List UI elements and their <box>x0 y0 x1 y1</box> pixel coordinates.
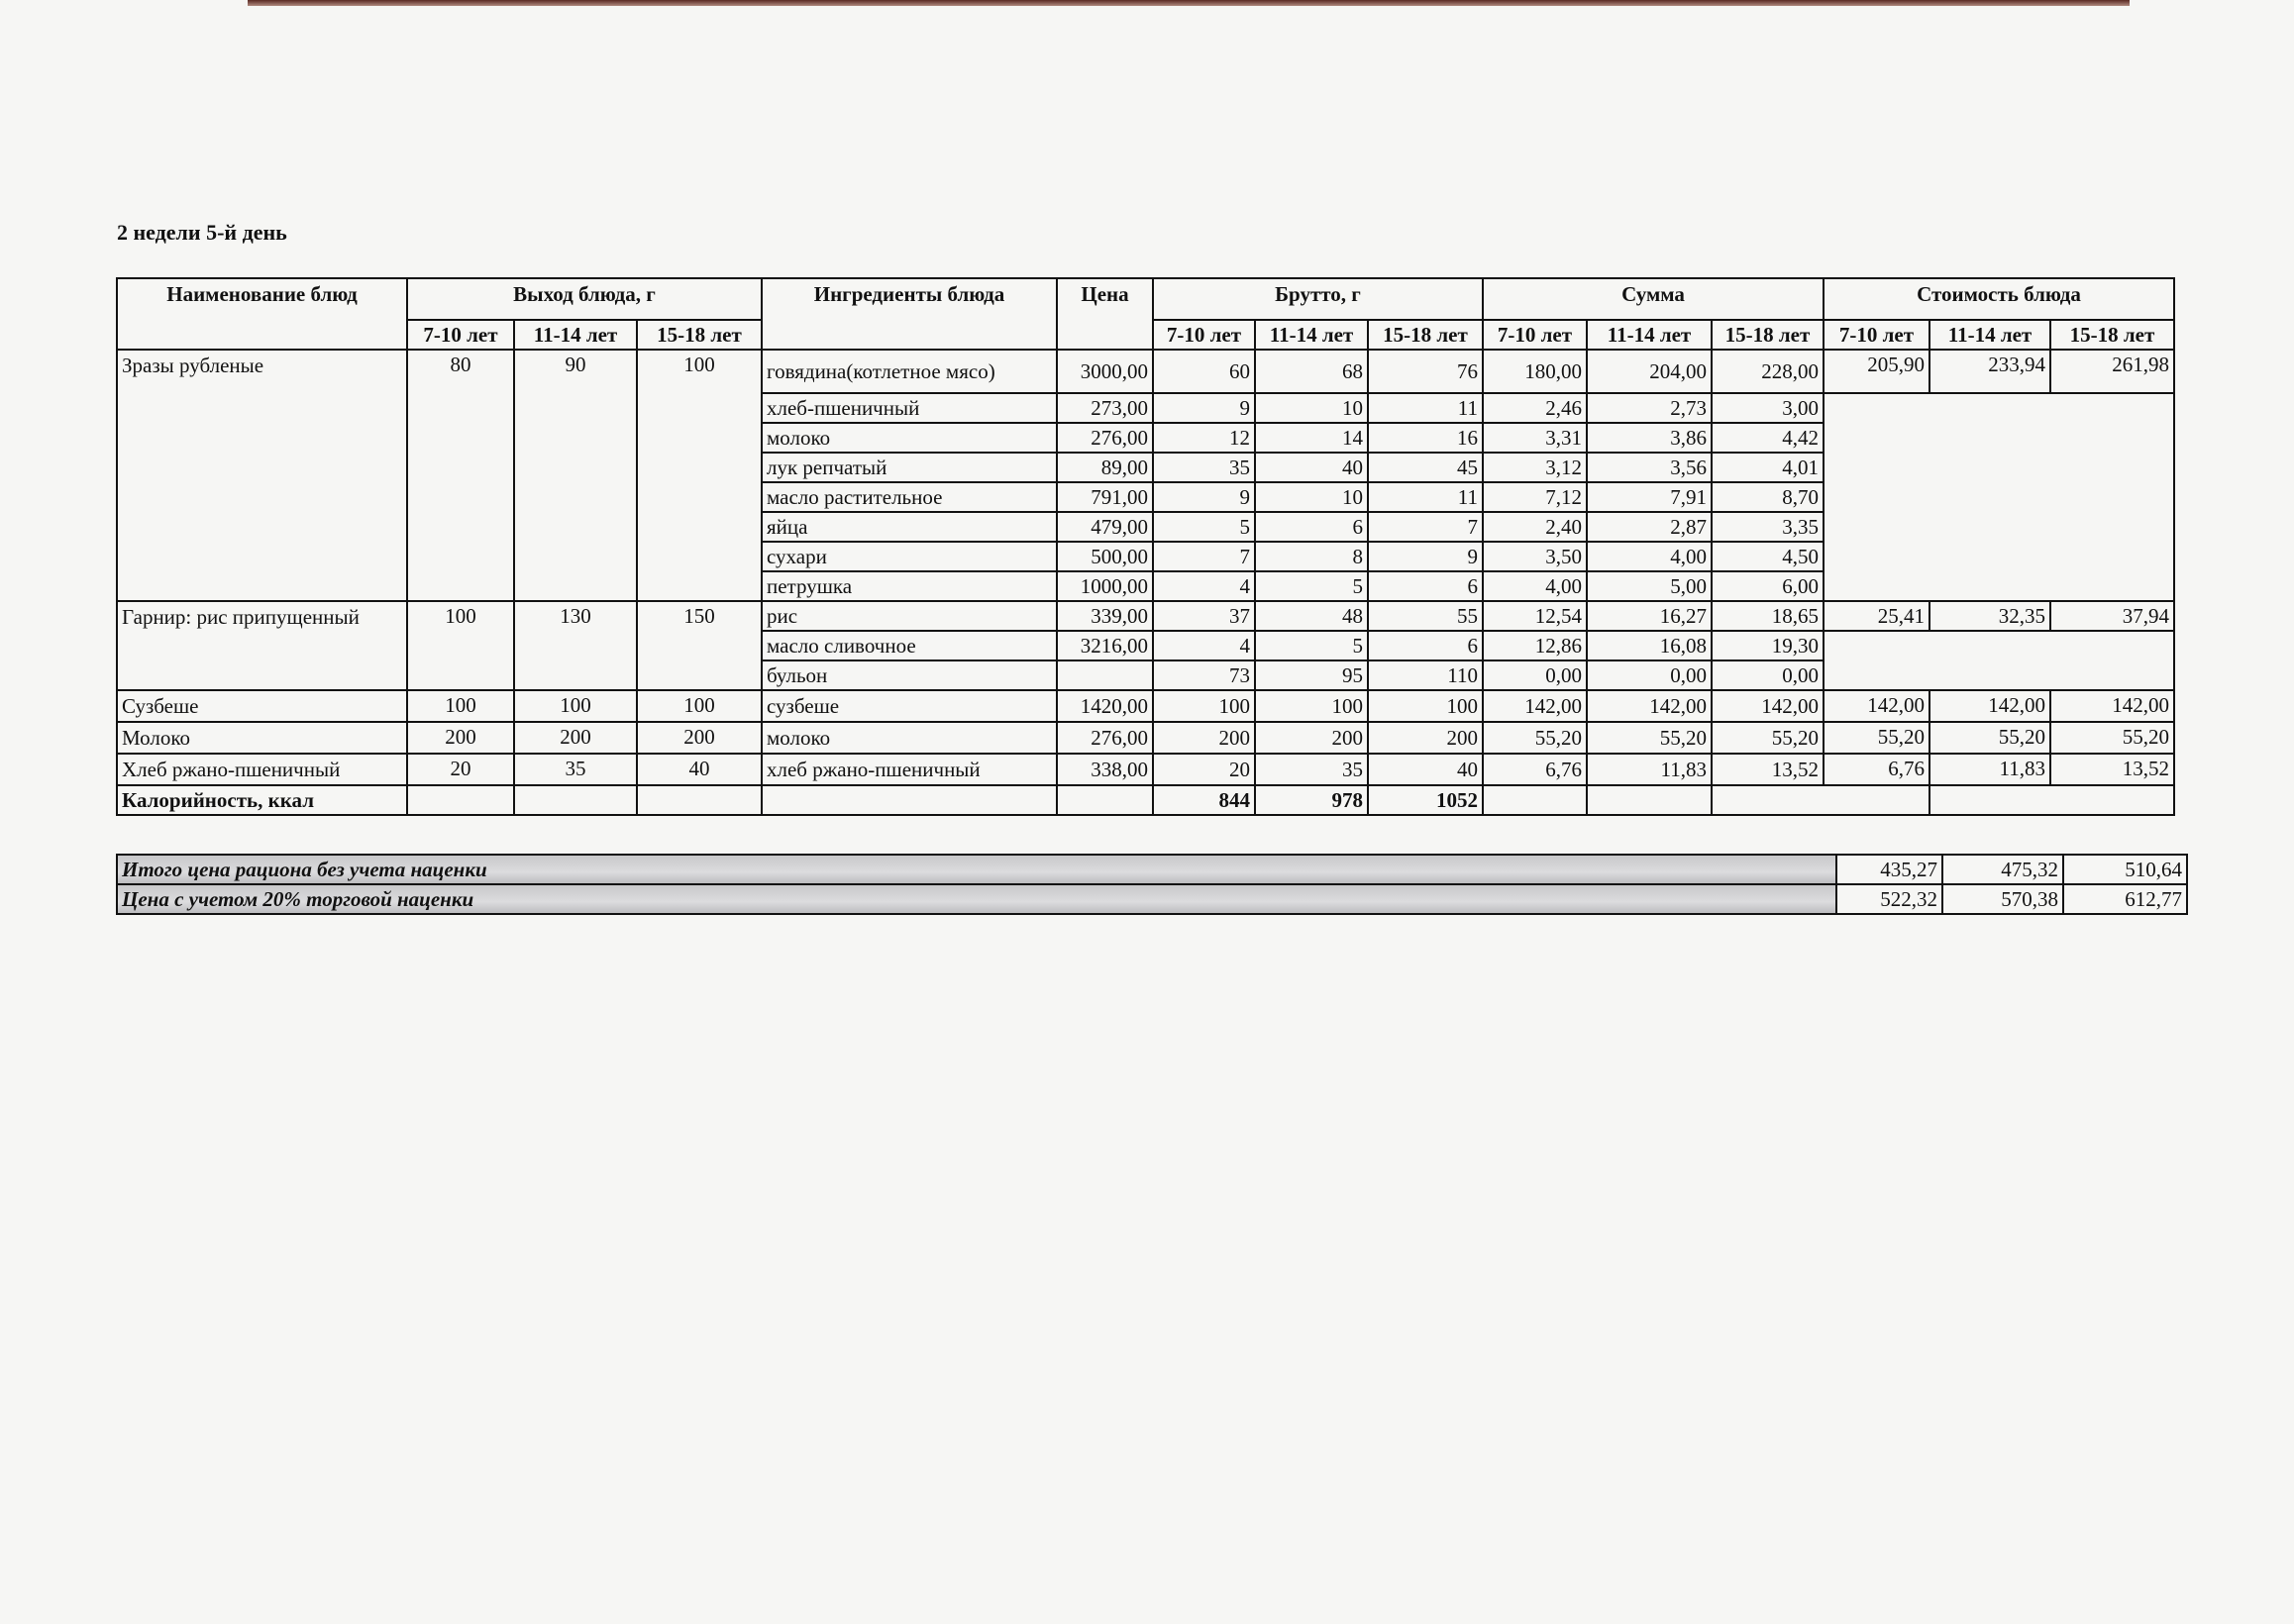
empty-cell <box>637 785 762 815</box>
ingredient-gross: 55 <box>1368 601 1483 631</box>
ingredient-gross: 20 <box>1153 754 1255 785</box>
ingredient-gross: 10 <box>1255 393 1368 423</box>
age-group-header: 15-18 лет <box>2050 320 2174 350</box>
ingredient-sum: 12,54 <box>1483 601 1587 631</box>
ingredient-sum: 2,87 <box>1587 512 1712 542</box>
ingredient-price: 791,00 <box>1057 482 1153 512</box>
totals-label: Цена с учетом 20% торговой наценки <box>117 884 1836 914</box>
ingredient-price: 3000,00 <box>1057 350 1153 393</box>
ingredient-gross: 4 <box>1153 571 1255 601</box>
ingredient-name: молоко <box>762 722 1057 754</box>
header-ingredients: Ингредиенты блюда <box>762 278 1057 350</box>
ingredient-name: лук репчатый <box>762 453 1057 482</box>
totals-value: 435,27 <box>1836 855 1942 884</box>
ingredient-gross: 35 <box>1153 453 1255 482</box>
ingredient-sum: 3,56 <box>1587 453 1712 482</box>
ingredient-sum: 4,01 <box>1712 453 1824 482</box>
ingredient-gross: 16 <box>1368 423 1483 453</box>
ingredient-sum: 180,00 <box>1483 350 1587 393</box>
dish-cost: 142,00 <box>2050 690 2174 722</box>
ingredient-sum: 3,50 <box>1483 542 1587 571</box>
ingredient-gross: 68 <box>1255 350 1368 393</box>
ingredient-sum: 18,65 <box>1712 601 1824 631</box>
ingredient-sum: 4,00 <box>1483 571 1587 601</box>
ingredient-name: молоко <box>762 423 1057 453</box>
ingredient-price: 339,00 <box>1057 601 1153 631</box>
ingredient-sum: 2,73 <box>1587 393 1712 423</box>
ingredient-gross: 5 <box>1255 571 1368 601</box>
dish-yield: 80 <box>407 350 514 601</box>
ingredient-gross: 4 <box>1153 631 1255 660</box>
totals-body <box>117 855 2187 914</box>
ingredient-sum: 228,00 <box>1712 350 1824 393</box>
age-group-header: 7-10 лет <box>407 320 514 350</box>
ingredient-gross: 6 <box>1368 571 1483 601</box>
ingredient-gross: 5 <box>1255 631 1368 660</box>
age-group-header: 15-18 лет <box>1368 320 1483 350</box>
empty-cell <box>762 785 1057 815</box>
ingredient-gross: 45 <box>1368 453 1483 482</box>
dish-yield: 100 <box>637 690 762 722</box>
ingredient-gross: 9 <box>1368 542 1483 571</box>
dish-name: Зразы рубленые <box>117 350 407 601</box>
dish-cost: 6,76 <box>1824 754 1929 785</box>
ingredient-sum: 19,30 <box>1712 631 1824 660</box>
ingredient-sum: 142,00 <box>1587 690 1712 722</box>
ingredient-gross: 6 <box>1368 631 1483 660</box>
ingredient-gross: 7 <box>1368 512 1483 542</box>
calories-row <box>117 785 2174 815</box>
ingredient-price <box>1057 660 1153 690</box>
ingredient-sum: 6,76 <box>1483 754 1587 785</box>
table-row <box>117 350 2174 393</box>
ingredient-gross: 11 <box>1368 393 1483 423</box>
age-group-header: 7-10 лет <box>1153 320 1255 350</box>
ingredient-name: сухари <box>762 542 1057 571</box>
ingredient-gross: 5 <box>1153 512 1255 542</box>
calories-value: 978 <box>1255 785 1368 815</box>
ingredient-sum: 3,00 <box>1712 393 1824 423</box>
ingredient-gross: 7 <box>1153 542 1255 571</box>
ingredient-sum: 0,00 <box>1712 660 1824 690</box>
ingredient-gross: 12 <box>1153 423 1255 453</box>
age-group-header: 7-10 лет <box>1483 320 1587 350</box>
dish-cost: 25,41 <box>1824 601 1929 631</box>
page-title: 2 недели 5-й день <box>117 220 287 245</box>
dish-yield: 150 <box>637 601 762 690</box>
ingredient-name: рис <box>762 601 1057 631</box>
dish-cost: 37,94 <box>2050 601 2174 631</box>
ingredient-price: 276,00 <box>1057 423 1153 453</box>
ingredient-gross: 100 <box>1153 690 1255 722</box>
ingredient-gross: 60 <box>1153 350 1255 393</box>
ingredient-sum: 12,86 <box>1483 631 1587 660</box>
dish-yield: 35 <box>514 754 637 785</box>
scan-top-edge <box>248 0 2130 6</box>
ingredient-price: 276,00 <box>1057 722 1153 754</box>
ingredient-sum: 13,52 <box>1712 754 1824 785</box>
age-group-header: 11-14 лет <box>514 320 637 350</box>
ingredient-sum: 142,00 <box>1483 690 1587 722</box>
dish-cost: 142,00 <box>1929 690 2050 722</box>
totals-label: Итого цена рациона без учета наценки <box>117 855 1836 884</box>
table-row <box>117 722 2174 754</box>
ingredient-price: 1000,00 <box>1057 571 1153 601</box>
totals-value: 570,38 <box>1942 884 2063 914</box>
totals-row <box>117 884 2187 914</box>
ingredient-gross: 200 <box>1255 722 1368 754</box>
ingredient-gross: 73 <box>1153 660 1255 690</box>
ingredient-sum: 2,40 <box>1483 512 1587 542</box>
ingredient-name: масло растительное <box>762 482 1057 512</box>
dish-name: Хлеб ржано-пшеничный <box>117 754 407 785</box>
table-row <box>117 754 2174 785</box>
dish-name: Сузбеше <box>117 690 407 722</box>
calories-value: 844 <box>1153 785 1255 815</box>
totals-table <box>116 854 2188 915</box>
ingredient-sum: 8,70 <box>1712 482 1824 512</box>
dish-cost: 55,20 <box>1824 722 1929 754</box>
ingredient-gross: 110 <box>1368 660 1483 690</box>
ingredient-name: петрушка <box>762 571 1057 601</box>
ingredient-gross: 8 <box>1255 542 1368 571</box>
ingredient-sum: 55,20 <box>1587 722 1712 754</box>
ingredient-gross: 11 <box>1368 482 1483 512</box>
ingredient-sum: 3,35 <box>1712 512 1824 542</box>
dish-yield: 40 <box>637 754 762 785</box>
age-group-header: 15-18 лет <box>637 320 762 350</box>
dish-yield: 130 <box>514 601 637 690</box>
ingredient-sum: 16,27 <box>1587 601 1712 631</box>
ingredient-price: 500,00 <box>1057 542 1153 571</box>
ingredient-gross: 200 <box>1153 722 1255 754</box>
ingredient-gross: 95 <box>1255 660 1368 690</box>
ingredient-price: 3216,00 <box>1057 631 1153 660</box>
dish-yield: 100 <box>407 690 514 722</box>
ingredient-sum: 4,00 <box>1587 542 1712 571</box>
ingredient-sum: 5,00 <box>1587 571 1712 601</box>
ingredient-name: яйца <box>762 512 1057 542</box>
age-group-header: 15-18 лет <box>1712 320 1824 350</box>
dish-cost: 261,98 <box>2050 350 2174 393</box>
ingredient-sum: 7,91 <box>1587 482 1712 512</box>
ingredient-name: сузбеше <box>762 690 1057 722</box>
ingredient-gross: 35 <box>1255 754 1368 785</box>
menu-body <box>117 350 2174 815</box>
ingredient-sum: 4,42 <box>1712 423 1824 453</box>
ingredient-sum: 3,12 <box>1483 453 1587 482</box>
header-dish: Наименование блюд <box>117 278 407 350</box>
header-cost: Стоимость блюда <box>1824 278 2174 320</box>
ingredient-price: 273,00 <box>1057 393 1153 423</box>
dish-yield: 100 <box>407 601 514 690</box>
dish-cost: 233,94 <box>1929 350 2050 393</box>
dish-cost: 55,20 <box>2050 722 2174 754</box>
dish-cost: 205,90 <box>1824 350 1929 393</box>
totals-value: 510,64 <box>2063 855 2187 884</box>
dish-yield: 100 <box>514 690 637 722</box>
totals-value: 522,32 <box>1836 884 1942 914</box>
ingredient-sum: 0,00 <box>1587 660 1712 690</box>
ingredient-price: 479,00 <box>1057 512 1153 542</box>
empty-cell <box>514 785 637 815</box>
dish-cost: 13,52 <box>2050 754 2174 785</box>
ingredient-sum: 55,20 <box>1483 722 1587 754</box>
dish-cost: 142,00 <box>1824 690 1929 722</box>
ingredient-name: говядина(котлетное мясо) <box>762 350 1057 393</box>
ingredient-gross: 48 <box>1255 601 1368 631</box>
calories-value: 1052 <box>1368 785 1483 815</box>
dish-cost: 32,35 <box>1929 601 2050 631</box>
dish-yield: 200 <box>637 722 762 754</box>
ingredient-sum: 4,50 <box>1712 542 1824 571</box>
empty-cell <box>407 785 514 815</box>
calories-label: Калорийность, ккал <box>117 785 407 815</box>
dish-cost: 11,83 <box>1929 754 2050 785</box>
ingredient-name: хлеб-пшеничный <box>762 393 1057 423</box>
ingredient-price: 89,00 <box>1057 453 1153 482</box>
ingredient-gross: 9 <box>1153 482 1255 512</box>
empty-cell <box>1057 785 1153 815</box>
dish-yield: 200 <box>407 722 514 754</box>
ingredient-sum: 204,00 <box>1587 350 1712 393</box>
header-price: Цена <box>1057 278 1153 350</box>
ingredient-gross: 100 <box>1368 690 1483 722</box>
ingredient-name: хлеб ржано-пшеничный <box>762 754 1057 785</box>
totals-value: 612,77 <box>2063 884 2187 914</box>
dish-cost-blank <box>1824 631 2174 690</box>
dish-name: Молоко <box>117 722 407 754</box>
ingredient-gross: 37 <box>1153 601 1255 631</box>
ingredient-sum: 11,83 <box>1587 754 1712 785</box>
header-yield: Выход блюда, г <box>407 278 762 320</box>
empty-cell <box>1587 785 1712 815</box>
ingredient-sum: 0,00 <box>1483 660 1587 690</box>
ingredient-sum: 3,86 <box>1587 423 1712 453</box>
age-group-header: 11-14 лет <box>1929 320 2050 350</box>
ingredient-gross: 40 <box>1255 453 1368 482</box>
header-gross: Брутто, г <box>1153 278 1483 320</box>
ingredient-gross: 100 <box>1255 690 1368 722</box>
ingredient-gross: 6 <box>1255 512 1368 542</box>
age-group-header: 11-14 лет <box>1587 320 1712 350</box>
totals-row <box>117 855 2187 884</box>
ingredient-sum: 142,00 <box>1712 690 1824 722</box>
ingredient-gross: 76 <box>1368 350 1483 393</box>
ingredient-gross: 9 <box>1153 393 1255 423</box>
ingredient-price: 1420,00 <box>1057 690 1153 722</box>
dish-name: Гарнир: рис припущенный <box>117 601 407 690</box>
dish-yield: 100 <box>637 350 762 601</box>
table-row <box>117 601 2174 631</box>
table-row <box>117 690 2174 722</box>
totals-value: 475,32 <box>1942 855 2063 884</box>
empty-cell <box>1712 785 1929 815</box>
ingredient-sum: 6,00 <box>1712 571 1824 601</box>
header-sum: Сумма <box>1483 278 1824 320</box>
empty-cell <box>1929 785 2174 815</box>
empty-cell <box>1483 785 1587 815</box>
ingredient-gross: 40 <box>1368 754 1483 785</box>
ingredient-sum: 2,46 <box>1483 393 1587 423</box>
dish-yield: 20 <box>407 754 514 785</box>
menu-table <box>116 277 2175 816</box>
ingredient-gross: 200 <box>1368 722 1483 754</box>
ingredient-gross: 14 <box>1255 423 1368 453</box>
ingredient-sum: 7,12 <box>1483 482 1587 512</box>
ingredient-gross: 10 <box>1255 482 1368 512</box>
ingredient-name: бульон <box>762 660 1057 690</box>
age-group-header: 11-14 лет <box>1255 320 1368 350</box>
ingredient-name: масло сливочное <box>762 631 1057 660</box>
ingredient-sum: 3,31 <box>1483 423 1587 453</box>
ingredient-sum: 55,20 <box>1712 722 1824 754</box>
age-group-header: 7-10 лет <box>1824 320 1929 350</box>
dish-cost-blank <box>1824 393 2174 601</box>
dish-cost: 55,20 <box>1929 722 2050 754</box>
dish-yield: 90 <box>514 350 637 601</box>
ingredient-sum: 16,08 <box>1587 631 1712 660</box>
ingredient-price: 338,00 <box>1057 754 1153 785</box>
dish-yield: 200 <box>514 722 637 754</box>
